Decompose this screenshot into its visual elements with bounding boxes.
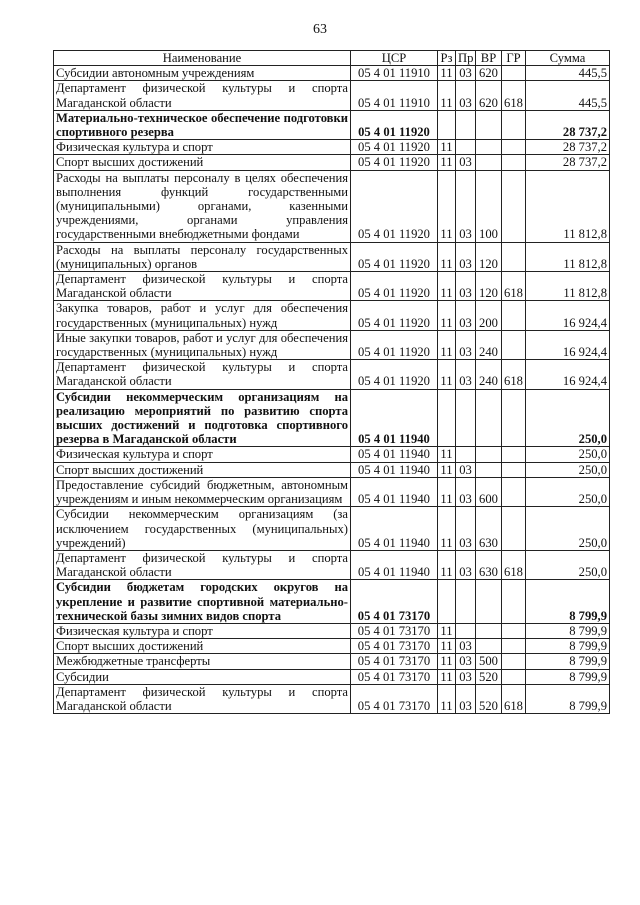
row-rz: 11 <box>438 462 456 477</box>
row-vr: 240 <box>476 360 502 389</box>
row-rz: 11 <box>438 639 456 654</box>
row-gr <box>502 301 526 330</box>
row-rz <box>438 389 456 447</box>
table-row <box>54 66 610 81</box>
row-sum: 11 812,8 <box>526 170 610 242</box>
row-gr <box>502 477 526 506</box>
table-row <box>54 684 610 713</box>
row-csr: 05 4 01 73170 <box>351 684 438 713</box>
row-vr <box>476 155 502 170</box>
row-rz: 11 <box>438 623 456 638</box>
table-row <box>54 623 610 638</box>
row-vr: 120 <box>476 242 502 271</box>
row-pr: 03 <box>456 66 476 81</box>
row-gr: 618 <box>502 550 526 579</box>
row-gr: 618 <box>502 684 526 713</box>
row-sum: 11 812,8 <box>526 242 610 271</box>
row-rz <box>438 580 456 624</box>
row-sum: 8 799,9 <box>526 684 610 713</box>
row-csr: 05 4 01 11940 <box>351 447 438 462</box>
row-sum: 445,5 <box>526 81 610 110</box>
row-name: Субсидии <box>54 669 351 684</box>
row-csr: 05 4 01 11920 <box>351 360 438 389</box>
row-vr: 200 <box>476 301 502 330</box>
row-gr <box>502 140 526 155</box>
row-csr: 05 4 01 11920 <box>351 330 438 359</box>
row-name: Расходы на выплаты персоналу в целях обеспечения выполнения функций государственными (муниципальными) органами, казенными учреждениями, органами управления государственными внебюджетными фондами <box>54 170 351 242</box>
row-csr: 05 4 01 11920 <box>351 155 438 170</box>
row-csr: 05 4 01 11940 <box>351 507 438 551</box>
row-csr: 05 4 01 73170 <box>351 669 438 684</box>
row-rz: 11 <box>438 669 456 684</box>
row-gr <box>502 66 526 81</box>
row-pr <box>456 110 476 139</box>
row-name: Физическая культура и спорт <box>54 447 351 462</box>
row-name: Департамент физической культуры и спорта Магаданской области <box>54 360 351 389</box>
header-rz: Рз <box>438 51 456 66</box>
row-pr: 03 <box>456 654 476 669</box>
row-vr <box>476 462 502 477</box>
header-vr: ВР <box>476 51 502 66</box>
row-sum: 250,0 <box>526 462 610 477</box>
row-pr: 03 <box>456 684 476 713</box>
row-sum: 8 799,9 <box>526 623 610 638</box>
row-sum: 8 799,9 <box>526 669 610 684</box>
row-rz: 11 <box>438 140 456 155</box>
row-csr: 05 4 01 11940 <box>351 550 438 579</box>
row-gr <box>502 110 526 139</box>
table-header-row <box>54 51 610 66</box>
row-gr <box>502 242 526 271</box>
row-gr <box>502 155 526 170</box>
row-rz: 11 <box>438 170 456 242</box>
row-pr: 03 <box>456 507 476 551</box>
budget-table <box>53 50 610 714</box>
table-row <box>54 580 610 624</box>
table-row <box>54 301 610 330</box>
row-pr: 03 <box>456 170 476 242</box>
row-sum: 250,0 <box>526 477 610 506</box>
table-row <box>54 360 610 389</box>
row-pr: 03 <box>456 360 476 389</box>
row-csr: 05 4 01 73170 <box>351 623 438 638</box>
row-vr <box>476 389 502 447</box>
row-csr: 05 4 01 73170 <box>351 639 438 654</box>
table-row <box>54 81 610 110</box>
row-gr <box>502 507 526 551</box>
row-gr: 618 <box>502 81 526 110</box>
row-gr <box>502 330 526 359</box>
row-name: Физическая культура и спорт <box>54 140 351 155</box>
row-sum: 250,0 <box>526 447 610 462</box>
table-row <box>54 110 610 139</box>
table-row <box>54 272 610 301</box>
row-sum: 250,0 <box>526 507 610 551</box>
row-gr: 618 <box>502 272 526 301</box>
row-rz: 11 <box>438 81 456 110</box>
row-gr <box>502 639 526 654</box>
row-gr <box>502 580 526 624</box>
row-gr <box>502 654 526 669</box>
header-pr: Пр <box>456 51 476 66</box>
row-vr <box>476 580 502 624</box>
row-vr <box>476 110 502 139</box>
row-pr: 03 <box>456 272 476 301</box>
row-sum: 16 924,4 <box>526 330 610 359</box>
row-vr: 240 <box>476 330 502 359</box>
row-gr <box>502 623 526 638</box>
table-row <box>54 242 610 271</box>
row-vr: 600 <box>476 477 502 506</box>
row-csr: 05 4 01 11920 <box>351 170 438 242</box>
row-gr <box>502 389 526 447</box>
table-row <box>54 155 610 170</box>
row-name: Субсидии бюджетам городских округов на укрепление и развитие спортивной материально-технической базы зимних видов спорта <box>54 580 351 624</box>
row-name: Субсидии некоммерческим организациям (за исключением государственных (муниципальных) учреждений) <box>54 507 351 551</box>
row-csr: 05 4 01 11940 <box>351 462 438 477</box>
row-csr: 05 4 01 11940 <box>351 477 438 506</box>
row-csr: 05 4 01 11920 <box>351 242 438 271</box>
row-sum: 28 737,2 <box>526 140 610 155</box>
row-rz: 11 <box>438 550 456 579</box>
table-row <box>54 330 610 359</box>
row-pr <box>456 447 476 462</box>
row-name: Департамент физической культуры и спорта Магаданской области <box>54 550 351 579</box>
row-vr: 520 <box>476 684 502 713</box>
row-rz: 11 <box>438 242 456 271</box>
table-row <box>54 170 610 242</box>
row-sum: 28 737,2 <box>526 155 610 170</box>
row-gr <box>502 669 526 684</box>
row-name: Физическая культура и спорт <box>54 623 351 638</box>
table-row <box>54 507 610 551</box>
table-row <box>54 669 610 684</box>
header-csr: ЦСР <box>351 51 438 66</box>
row-sum: 16 924,4 <box>526 360 610 389</box>
row-rz: 11 <box>438 360 456 389</box>
row-rz: 11 <box>438 301 456 330</box>
table-row <box>54 462 610 477</box>
row-pr: 03 <box>456 301 476 330</box>
row-csr: 05 4 01 73170 <box>351 654 438 669</box>
row-pr: 03 <box>456 155 476 170</box>
row-sum: 11 812,8 <box>526 272 610 301</box>
row-sum: 445,5 <box>526 66 610 81</box>
row-name: Предоставление субсидий бюджетным, автономным учреждениям и иным некоммерческим организациям <box>54 477 351 506</box>
row-rz: 11 <box>438 684 456 713</box>
row-sum: 250,0 <box>526 550 610 579</box>
table-row <box>54 389 610 447</box>
row-pr: 03 <box>456 477 476 506</box>
row-rz: 11 <box>438 654 456 669</box>
row-rz: 11 <box>438 272 456 301</box>
row-csr: 05 4 01 73170 <box>351 580 438 624</box>
row-vr: 500 <box>476 654 502 669</box>
row-csr: 05 4 01 11920 <box>351 110 438 139</box>
row-csr: 05 4 01 11920 <box>351 301 438 330</box>
row-pr: 03 <box>456 669 476 684</box>
row-csr: 05 4 01 11920 <box>351 140 438 155</box>
row-name: Закупка товаров, работ и услуг для обеспечения государственных (муниципальных) нужд <box>54 301 351 330</box>
row-rz: 11 <box>438 507 456 551</box>
row-rz: 11 <box>438 330 456 359</box>
row-rz <box>438 110 456 139</box>
row-name: Субсидии автономным учреждениям <box>54 66 351 81</box>
row-name: Спорт высших достижений <box>54 639 351 654</box>
row-name: Расходы на выплаты персоналу государственных (муниципальных) органов <box>54 242 351 271</box>
table-row <box>54 140 610 155</box>
row-vr <box>476 447 502 462</box>
row-sum: 28 737,2 <box>526 110 610 139</box>
row-sum: 16 924,4 <box>526 301 610 330</box>
row-pr: 03 <box>456 462 476 477</box>
row-name: Межбюджетные трансферты <box>54 654 351 669</box>
row-gr <box>502 170 526 242</box>
row-sum: 8 799,9 <box>526 654 610 669</box>
page-number: 63 <box>313 22 327 37</box>
table-row <box>54 447 610 462</box>
row-pr <box>456 140 476 155</box>
row-sum: 250,0 <box>526 389 610 447</box>
table-row <box>54 654 610 669</box>
header-gr: ГР <box>502 51 526 66</box>
row-gr <box>502 447 526 462</box>
row-pr: 03 <box>456 81 476 110</box>
row-vr: 630 <box>476 507 502 551</box>
row-gr <box>502 462 526 477</box>
table-row <box>54 639 610 654</box>
row-name: Иные закупки товаров, работ и услуг для обеспечения государственных (муниципальных) нужд <box>54 330 351 359</box>
row-gr: 618 <box>502 360 526 389</box>
row-sum: 8 799,9 <box>526 580 610 624</box>
row-name: Спорт высших достижений <box>54 155 351 170</box>
row-pr <box>456 389 476 447</box>
row-pr <box>456 623 476 638</box>
row-vr <box>476 140 502 155</box>
row-rz: 11 <box>438 477 456 506</box>
header-sum: Сумма <box>526 51 610 66</box>
row-csr: 05 4 01 11940 <box>351 389 438 447</box>
row-csr: 05 4 01 11910 <box>351 81 438 110</box>
header-name: Наименование <box>54 51 351 66</box>
row-name: Департамент физической культуры и спорта Магаданской области <box>54 81 351 110</box>
row-vr: 120 <box>476 272 502 301</box>
row-name: Субсидии некоммерческим организациям на реализацию мероприятий по развитию спорта высших достижений и подготовка спортивного резерва в Магаданской области <box>54 389 351 447</box>
table-row <box>54 550 610 579</box>
row-name: Департамент физической культуры и спорта Магаданской области <box>54 684 351 713</box>
row-vr <box>476 639 502 654</box>
row-rz: 11 <box>438 66 456 81</box>
row-name: Спорт высших достижений <box>54 462 351 477</box>
row-vr: 620 <box>476 81 502 110</box>
row-vr <box>476 623 502 638</box>
row-pr <box>456 580 476 624</box>
row-rz: 11 <box>438 447 456 462</box>
row-name: Департамент физической культуры и спорта Магаданской области <box>54 272 351 301</box>
row-pr: 03 <box>456 242 476 271</box>
row-name: Материально-техническое обеспечение подготовки спортивного резерва <box>54 110 351 139</box>
row-csr: 05 4 01 11920 <box>351 272 438 301</box>
row-sum: 8 799,9 <box>526 639 610 654</box>
row-csr: 05 4 01 11910 <box>351 66 438 81</box>
row-vr: 520 <box>476 669 502 684</box>
row-rz: 11 <box>438 155 456 170</box>
row-pr: 03 <box>456 639 476 654</box>
row-vr: 620 <box>476 66 502 81</box>
row-pr: 03 <box>456 330 476 359</box>
row-vr: 630 <box>476 550 502 579</box>
row-pr: 03 <box>456 550 476 579</box>
row-vr: 100 <box>476 170 502 242</box>
table-row <box>54 477 610 506</box>
